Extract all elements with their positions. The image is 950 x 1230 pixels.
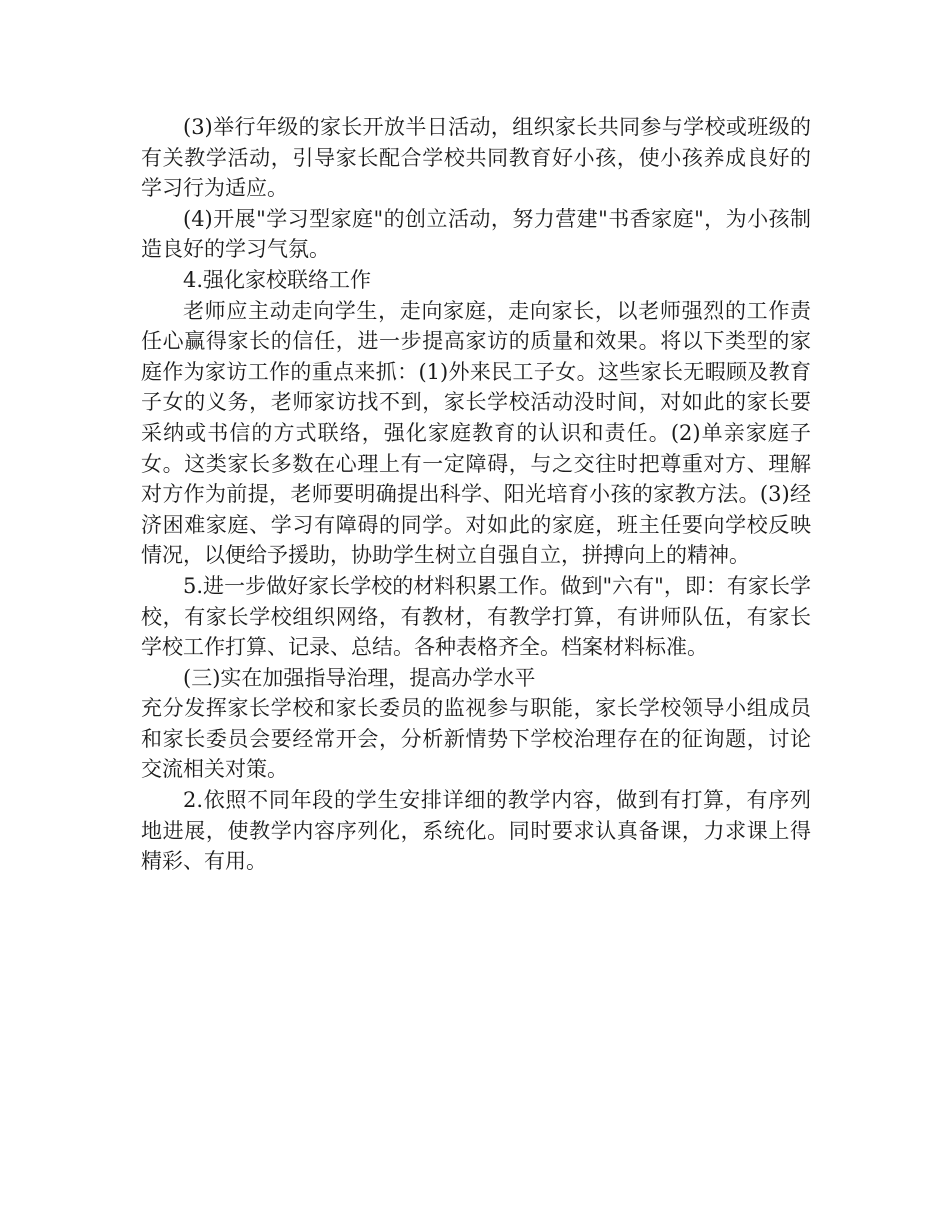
paragraph-material-accumulation: 5.进一步做好家长学校的材料积累工作。做到"六有"，即：有家长学校，有家长学校组织网络，有教材，有教学打算，有讲师队伍，有家长学校工作打算、记录、总结。各种表格齐全。档案材料标准。 — [141, 573, 811, 660]
paragraph-home-visits: 老师应主动走向学生，走向家庭，走向家长，以老师强烈的工作责任心赢得家长的信任，进一步提高家访的质量和效果。将以下类型的家庭作为家访工作的重点来抓：(1)外来民工子女。这些家长无暇顾及教育子女的义务，老师家访找不到，家长学校活动没时间，对如此的家长要采纳或书信的方式联络，强化家庭教育的认识和责任。(2)单亲家庭子女。这类家长多数在心理上有一定障碍，与之交往时把尊重对方、理解对方作为前提，老师要明确提出科学、阳光培育小孩的家教方法。(3)经济困难家庭、学习有障碍的同学。对如此的家庭，班主任要向学校反映情况，以便给予援助，协助学生树立自强自立，拼搏向上的精神。 — [141, 298, 811, 568]
paragraph-parent-committee: 充分发挥家长学校和家长委员的监视参与职能，家长学校领导小组成员和家长委员会要经常开会，分析新情势下学校治理存在的征询题，讨论交流相关对策。 — [141, 696, 811, 782]
paragraph-teaching-content: 2.依照不同年段的学生安排详细的教学内容，做到有打算，有序列地进展，使教学内容序列化，系统化。同时要求认真备课，力求课上得精彩、有用。 — [141, 788, 811, 874]
heading-guidance-management: (三)实在加强指导治理，提高办学水平 — [183, 665, 536, 690]
paragraph-learning-family: (4)开展"学习型家庭"的创立活动，努力营建"书香家庭"，为小孩制造良好的学习气氛。 — [141, 206, 811, 262]
document-body — [141, 112, 811, 877]
heading-home-school-contact: 4.强化家校联络工作 — [183, 267, 372, 292]
paragraph-parent-open-day: (3)举行年级的家长开放半日活动，组织家长共同参与学校或班级的有关教学活动，引导家长配合学校共同教育好小孩，使小孩养成良好的学习行为适应。 — [141, 115, 811, 201]
